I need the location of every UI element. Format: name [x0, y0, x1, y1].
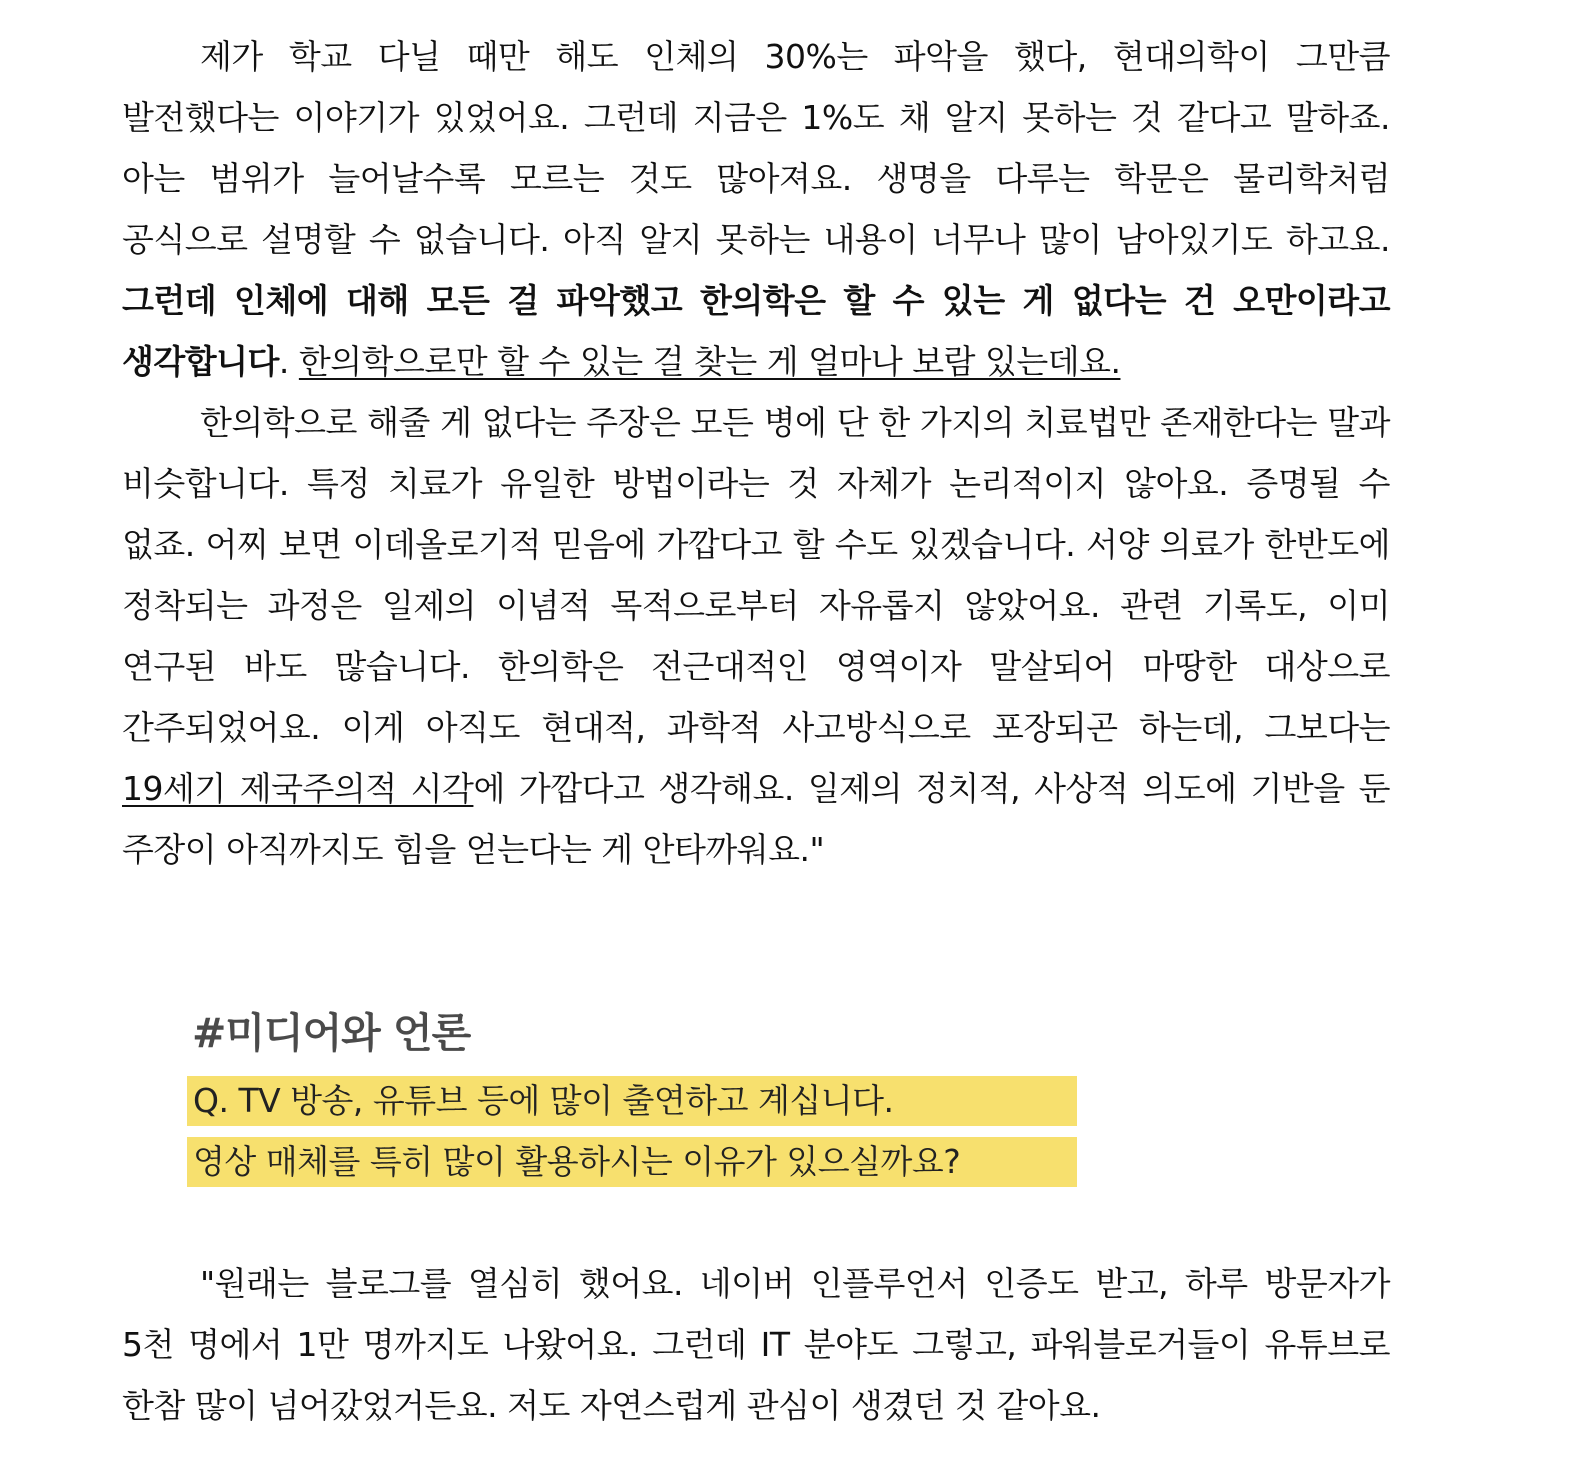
question-highlight-line-2: 영상 매체를 특히 많이 활용하시는 이유가 있으실까요? — [187, 1137, 1077, 1187]
answer-body — [122, 1253, 1390, 1436]
paragraph-1-period: . — [278, 342, 299, 381]
question-highlight-line-1: Q. TV 방송, 유튜브 등에 많이 출연하고 계십니다. — [187, 1076, 1077, 1126]
paragraph-1 — [122, 26, 1390, 392]
article-body — [122, 26, 1390, 880]
paragraph-2-underlined-text: 19세기 제국주의적 시각 — [122, 769, 474, 808]
paragraph-2 — [122, 392, 1390, 880]
answer-paragraph: "원래는 블로그를 열심히 했어요. 네이버 인플루언서 인증도 받고, 하루 방문자가 5천 명에서 1만 명까지도 나왔어요. 그런데 IT 분야도 그렇고, 파워블로거들이 유튜브로 한참 많이 넘어갔었거든요. 저도 자연스럽게 관심이 생겼던 것 같아요. — [122, 1264, 1390, 1425]
paragraph-1-bold-text: 그런데 인체에 대해 모든 걸 파악했고 한의학은 할 수 있는 게 없다는 건 오만이라고 생각합니다 — [122, 281, 1390, 381]
section-heading: #미디어와 언론 — [192, 1009, 471, 1057]
paragraph-1-underlined-text: 한의학으로만 할 수 있는 걸 찾는 게 얼마나 보람 있는데요. — [298, 342, 1121, 381]
paragraph-1-text: 제가 학교 다닐 때만 해도 인체의 30%는 파악을 했다, 현대의학이 그만큼 발전했다는 이야기가 있었어요. 그런데 지금은 1%도 채 알지 못하는 것 같다고 말하죠. 아는 범위가 늘어날수록 모르는 것도 많아져요. 생명을 다루는 학문은 물리학처럼 공식으로 설명할 수 없습니다. 아직 알지 못하는 내용이 너무나 많이 남아있기도 하고요. — [122, 37, 1390, 259]
paragraph-2-text-end: 에 가깝다고 생각해요. 일제의 정치적, 사상적 의도에 기반을 둔 주장이 아직까지도 힘을 얻는다는 게 안타까워요." — [122, 769, 1390, 869]
paragraph-2-text: 한의학으로 해줄 게 없다는 주장은 모든 병에 단 한 가지의 치료법만 존재한다는 말과 비슷합니다. 특정 치료가 유일한 방법이라는 것 자체가 논리적이지 않아요. 증명될 수 없죠. 어찌 보면 이데올로기적 믿음에 가깝다고 할 수도 있겠습니다. 서양 의료가 한반도에 정착되는 과정은 일제의 이념적 목적으로부터 자유롭지 않았어요. 관련 기록도, 이미 연구된 바도 많습니다. 한의학은 전근대적인 영역이자 말살되어 마땅한 대상으로 간주되었어요. 이게 아직도 현대적, 과학적 사고방식으로 포장되곤 하는데, 그보다는 — [122, 403, 1390, 747]
